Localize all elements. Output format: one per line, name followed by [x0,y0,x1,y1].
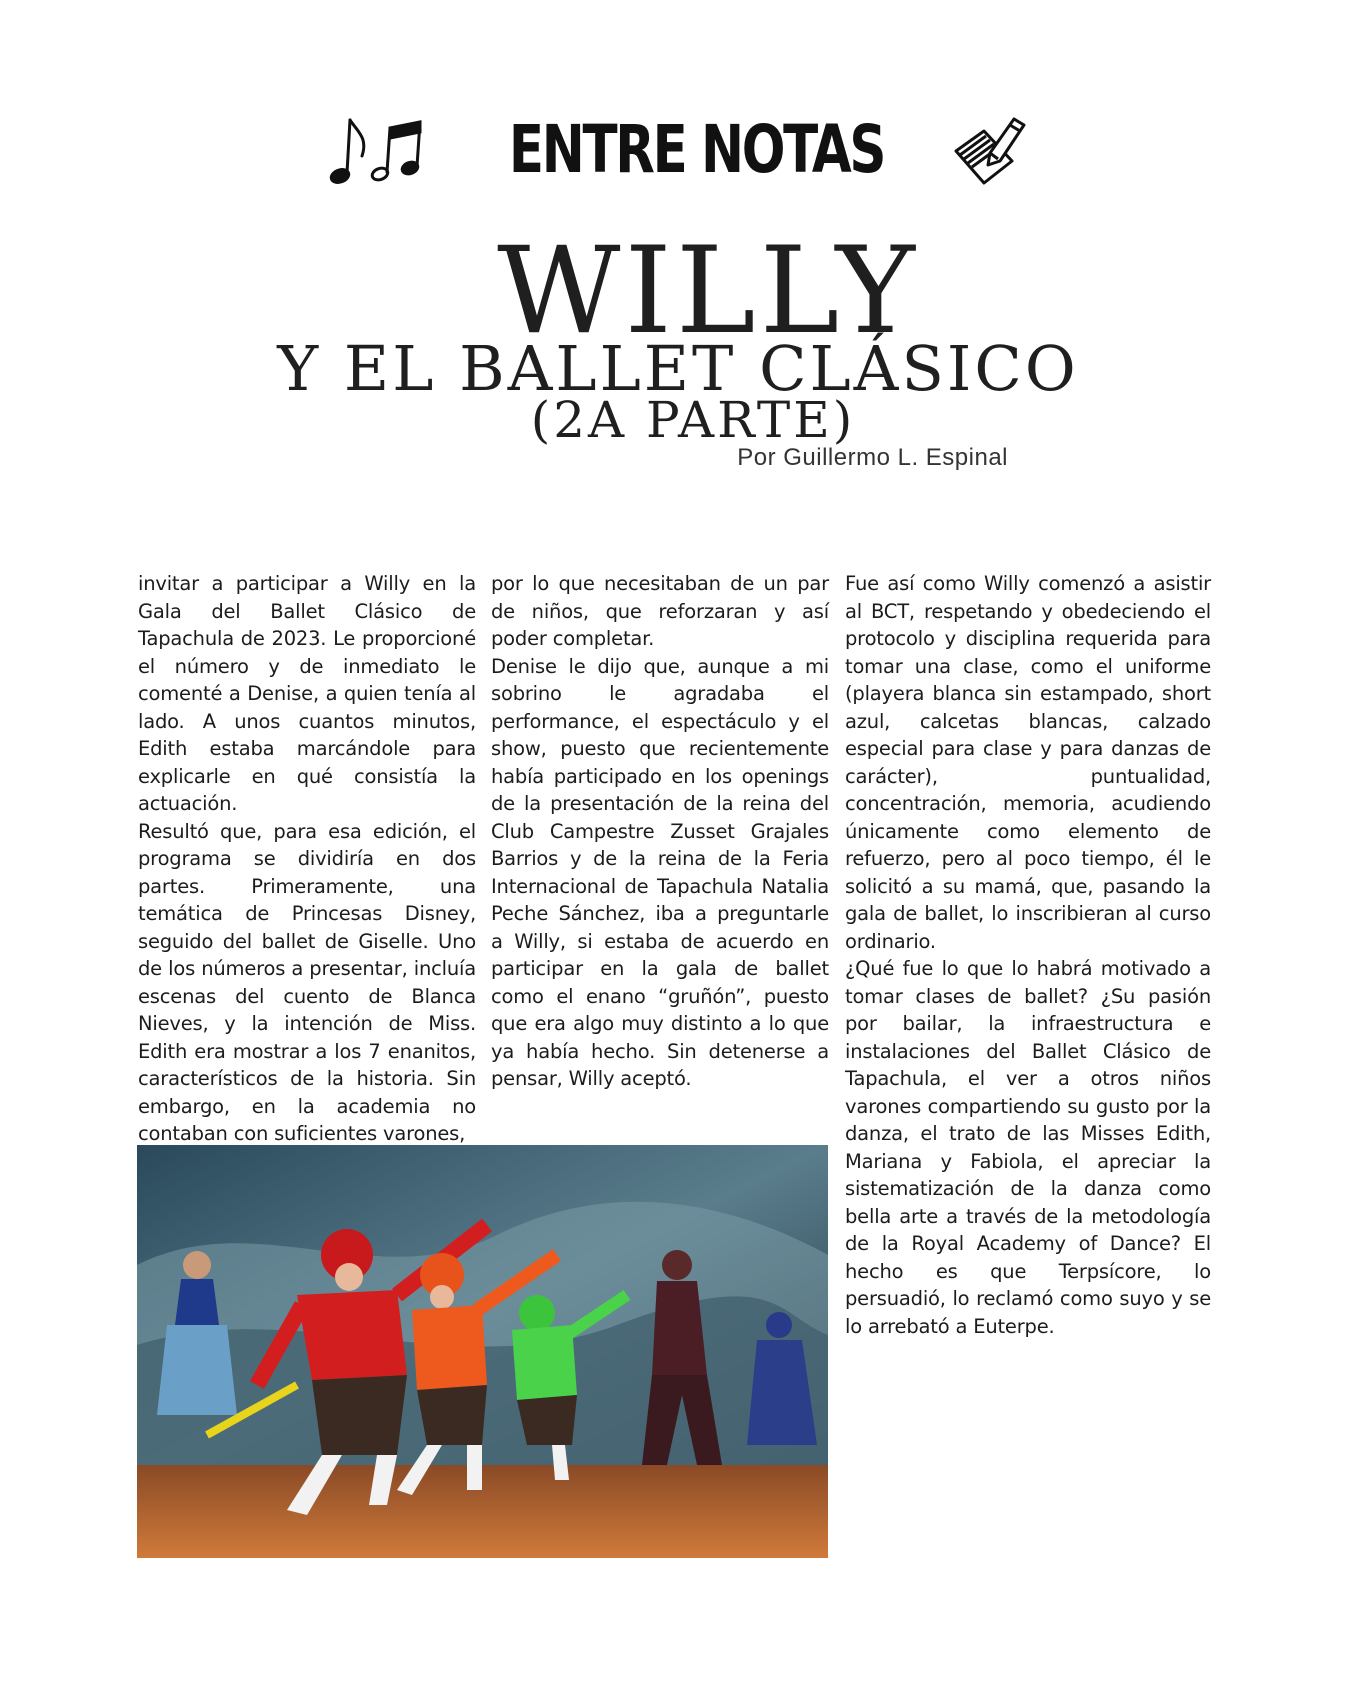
notebook-pencil-icon [950,111,1028,189]
article-column-3 [845,570,1211,1340]
article-part-label: (2A PARTE) [530,391,856,449]
paragraph: Denise le dijo que, aunque a mi sobrino le agradaba el performance, el espectáculo y el show, puesto que recientemente había participado en los openings de la presentación de la reina del Club Campestre Zusset Grajales Barrios y de la reina de la Feria Internacional de Tapachula Natalia Peche Sánchez, iba a preguntarle a Willy, si estaba de acuerdo en participar en la gala de ballet como el enano “gruñón”, puesto que era algo muy distinto a lo que ya había hecho. Sin detenerse a pensar, Willy aceptó. [491,654,829,1090]
article-title: WILLY [497,222,919,361]
photo-illustration [137,1145,828,1558]
article-byline: Por Guillermo L. Espinal [737,444,1008,471]
article-column-2 [491,570,829,1093]
paragraph: Fue así como Willy comenzó a asistir al BCT, respetando y obedeciendo el protocolo y disciplina requerida para tomar una clase, como el uniforme (playera blanca sin estampado, short azul, calcetas blancas, calzado especial para clase y para danzas de carácter), puntualidad, concentración, memoria, acudiendo únicamente como elemento de refuerzo, pero al poco tiempo, él le solicitó a su mamá, que, pasando la gala de ballet, lo inscribieran al curso ordinario. [845,572,1211,953]
ballet-dwarves-stage-photo [137,1145,828,1558]
section-title: ENTRE NOTAS [509,111,885,188]
music-notes-icon [328,110,426,190]
paragraph: Resultó que, para esa edición, el programa se dividiría en dos partes. Primeramente, una temática de Princesas Disney, seguido del ballet de Giselle. Uno de los números a presentar, incluía escenas del cuento de Blanca Nieves, y la intención de Miss. Edith era mostrar a los 7 enanitos, característicos de la historia. Sin embargo, en la academia no contaban con suficientes varones, [138,819,476,1145]
paragraph: invitar a participar a Willy en la Gala del Ballet Clásico de Tapachula de 2023. Le proporcioné el número y de inmediato le comenté a Denise, a quien tenía al lado. A unos cuantos minutos, Edith estaba marcándole para explicarle en qué consistía la actuación. [138,572,476,815]
paragraph: ¿Qué fue lo que lo habrá motivado a tomar clases de ballet? ¿Su pasión por bailar, la infraestructura e instalaciones del Ballet Clásico de Tapachula, el ver a otros niños varones compartiendo su gusto por la danza, el trato de las Misses Edith, Mariana y Fabiola, el apreciar la sistematización de la danza como bella arte a través de la metodología de la Royal Academy of Dance? El hecho es que Terpsícore, lo persuadió, lo reclamó como suyo y se lo arrebató a Euterpe. [845,957,1211,1338]
section-header [0,100,1356,200]
article-column-1 [138,570,476,1148]
paragraph: por lo que necesitaban de un par de niños, que reforzaran y así poder completar. [491,572,829,650]
article-subtitle: Y EL BALLET CLÁSICO [277,332,1079,405]
